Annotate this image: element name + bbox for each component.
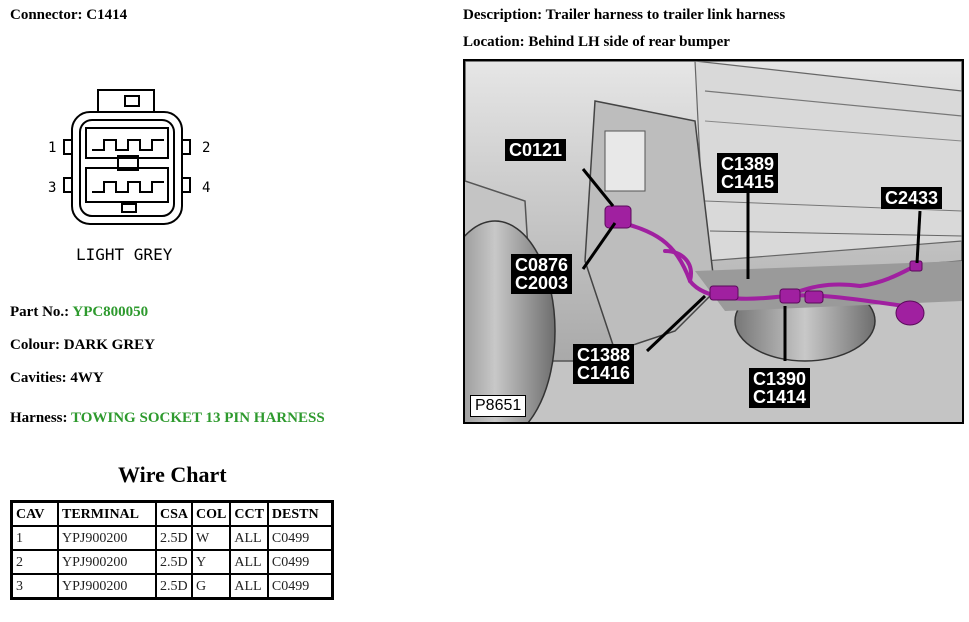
cell-destn: C0499 [268,550,333,574]
header-cav: CAV [12,502,59,527]
callout-c1414-text: C1414 [753,387,807,407]
callout-c1416-text: C1416 [577,363,631,383]
pin-label-3: 3 [48,180,57,196]
location-photo [463,59,964,424]
part-no-line [10,304,148,321]
description-line [463,7,785,24]
callout-c0121-text: C0121 [509,140,563,160]
header-terminal: TERMINAL [58,502,156,527]
table-row [12,526,333,550]
cell-col: G [192,574,230,599]
cell-col: W [192,526,230,550]
pin-label-4: 4 [202,180,211,196]
header-destn: DESTN [268,502,333,527]
cavities-value: 4WY [70,370,104,386]
location-label: Location: [463,34,525,50]
cell-terminal: YPJ900200 [58,526,156,550]
connector-line [10,7,127,24]
image-reference-label: P8651 [470,395,526,417]
connector-value: C1414 [86,7,128,23]
harness-value[interactable]: TOWING SOCKET 13 PIN HARNESS [70,410,325,426]
header-col: COL [192,502,230,527]
colour-value: DARK GREY [63,337,156,353]
location-value: Behind LH side of rear bumper [528,34,730,50]
header-csa: CSA [156,502,192,527]
location-line [463,34,730,51]
connector-label: Connector: [10,7,83,23]
callout-c1390-c1414 [749,368,810,408]
connector-face-diagram [30,80,230,270]
cell-csa: 2.5D [156,574,192,599]
callout-c2433 [881,187,942,209]
colour-label: Colour: [10,337,60,353]
vehicle-rear-illustration [465,61,962,422]
harness-label: Harness: [10,410,68,426]
wire-chart-title: Wire Chart [118,462,227,487]
callout-c1388-c1416 [573,344,634,384]
callout-c2433-text: C2433 [885,188,939,208]
cell-destn: C0499 [268,526,333,550]
cell-destn: C0499 [268,574,333,599]
cell-csa: 2.5D [156,526,192,550]
cavities-label: Cavities: [10,370,67,386]
harness-line [10,410,325,427]
wire-chart-table [10,500,334,600]
callout-c1388-text: C1388 [577,345,631,365]
cell-cav: 1 [12,526,59,550]
connector-color-label: LIGHT GREY [76,245,173,264]
callout-c2003-text: C2003 [515,273,569,293]
pin-label-2: 2 [202,140,211,156]
colour-line [10,337,155,354]
description-label: Description: [463,7,543,23]
part-no-value[interactable]: YPC800050 [72,304,149,320]
cell-terminal: YPJ900200 [58,574,156,599]
cell-csa: 2.5D [156,550,192,574]
callout-c1389-text: C1389 [721,154,775,174]
part-no-label: Part No.: [10,304,70,320]
cell-terminal: YPJ900200 [58,550,156,574]
cell-cav: 3 [12,574,59,599]
callout-c1390-text: C1390 [753,369,807,389]
pin-label-1: 1 [48,140,57,156]
cell-col: Y [192,550,230,574]
description-value: Trailer harness to trailer link harness [545,7,786,23]
cavities-line [10,370,104,387]
callout-c1389-c1415 [717,153,778,193]
table-row [12,550,333,574]
table-row [12,574,333,599]
cell-cav: 2 [12,550,59,574]
callout-c0876-c2003 [511,254,572,294]
cell-cct: ALL [230,550,268,574]
callout-c0876-text: C0876 [515,255,569,275]
callout-c0121 [505,139,566,161]
cell-cct: ALL [230,574,268,599]
table-header-row [12,502,333,527]
header-cct: CCT [230,502,268,527]
cell-cct: ALL [230,526,268,550]
callout-c1415-text: C1415 [721,172,775,192]
